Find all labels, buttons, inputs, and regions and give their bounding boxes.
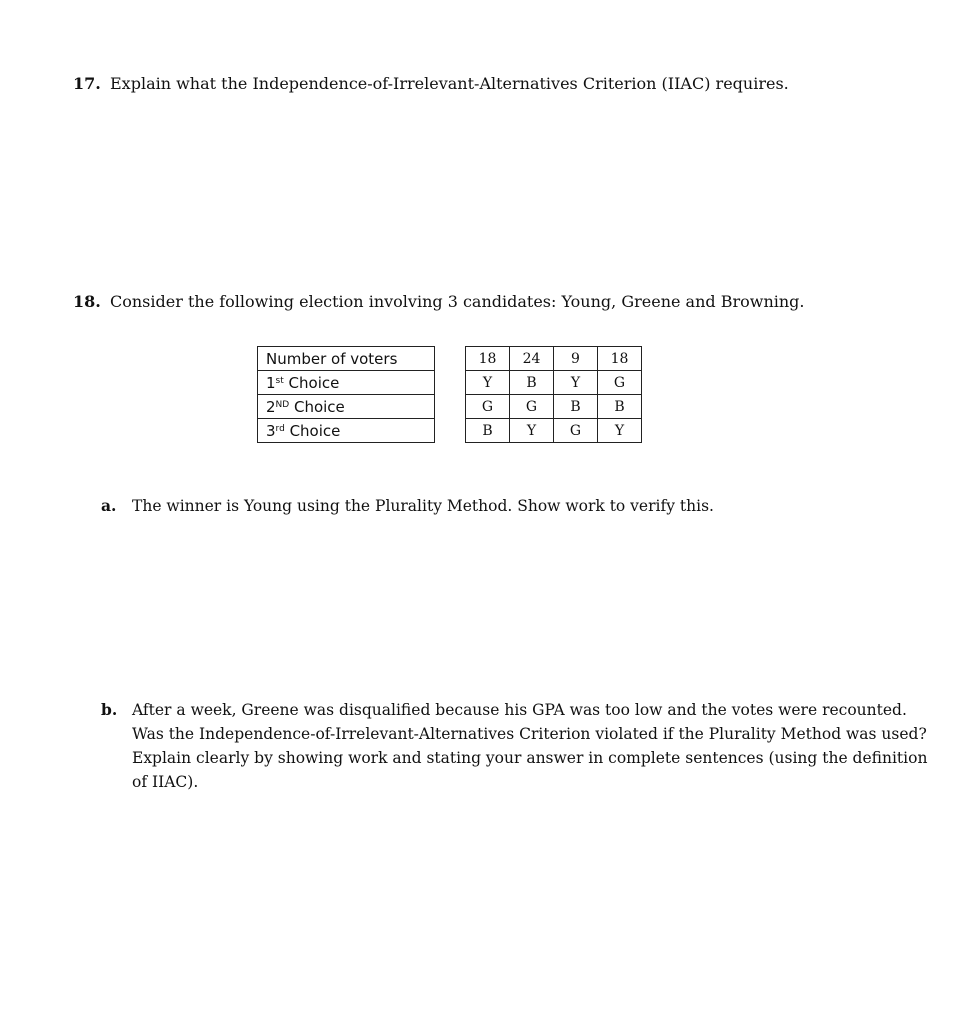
table-cell: 24 [510, 347, 554, 371]
part-b [101, 698, 931, 794]
part-label: b. [101, 700, 118, 719]
question-text: Explain what the Independence-of-Irrelevant-Alternatives Criterion (IIAC) requires. [110, 74, 789, 93]
table-cell: 9 [554, 347, 598, 371]
table-cell: 18 [598, 347, 642, 371]
table-cell: B [510, 371, 554, 395]
table-cell: G [598, 371, 642, 395]
table-cell: B [466, 419, 510, 443]
table-cell: Y [510, 419, 554, 443]
question-text: Consider the following election involving 3 candidates: Young, Greene and Browning. [110, 292, 805, 311]
preference-schedule-table [257, 346, 642, 443]
table-cell: G [466, 395, 510, 419]
table-row [258, 371, 642, 395]
row-label: 3rd Choice [258, 419, 435, 443]
question-17 [73, 74, 789, 94]
table-spacer [435, 419, 466, 443]
table-spacer [435, 347, 466, 371]
table-row [258, 419, 642, 443]
table-row [258, 395, 642, 419]
question-18 [73, 292, 805, 312]
part-a [101, 494, 931, 518]
table-cell: G [554, 419, 598, 443]
table-spacer [435, 371, 466, 395]
table-cell: Y [466, 371, 510, 395]
part-text: After a week, Greene was disqualified because his GPA was too low and the votes were recounted. Was the Independence-of-Irrelevant-Alternatives Criterion violated if the Plurality Method was used? Explain clearly by showing work and stating your answer in complete sentences (using the definition of IIAC). [132, 701, 928, 791]
question-number: 17. [73, 74, 101, 93]
table-cell: B [598, 395, 642, 419]
table-cell: B [554, 395, 598, 419]
table-spacer [435, 395, 466, 419]
table-cell: Y [598, 419, 642, 443]
row-label: 2ND Choice [258, 395, 435, 419]
part-text: The winner is Young using the Plurality Method. Show work to verify this. [132, 497, 714, 515]
row-label: Number of voters [258, 347, 435, 371]
question-number: 18. [73, 292, 101, 311]
table-cell: 18 [466, 347, 510, 371]
table-row [258, 347, 642, 371]
table-cell: Y [554, 371, 598, 395]
part-label: a. [101, 496, 117, 515]
table-cell: G [510, 395, 554, 419]
row-label: 1st Choice [258, 371, 435, 395]
